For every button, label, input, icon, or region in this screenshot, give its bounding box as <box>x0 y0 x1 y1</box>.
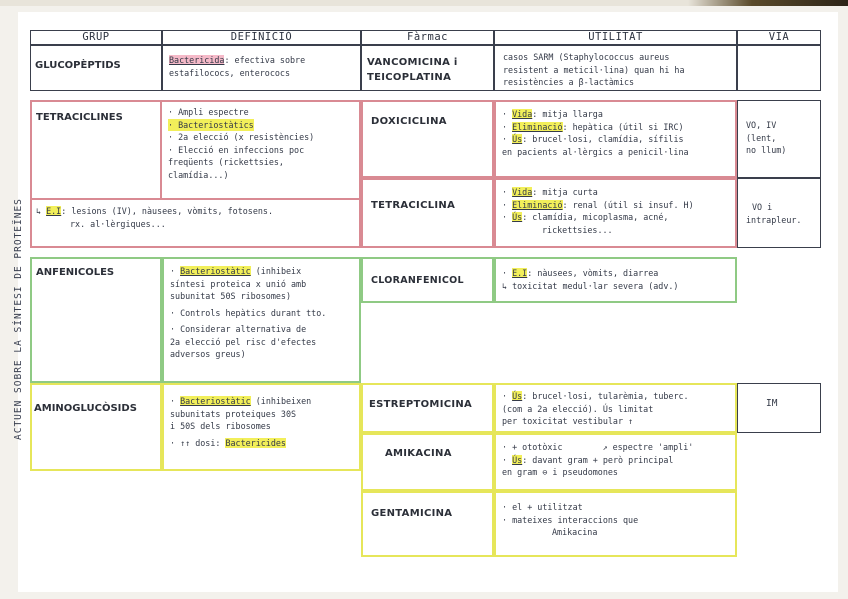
background-edge <box>0 0 848 6</box>
drug-name: CLORANFENICOL <box>371 275 464 286</box>
definition-text: clamídia...) <box>168 169 229 180</box>
tetraciclina-utility-cell: · Vida: mitja curta · Eliminació: renal (útil si insuf. H) · Ús: clamídia, micoplasma, acné, rickettsies... <box>494 178 737 248</box>
utility-text: resistent a meticil·lina) quan hi ha <box>503 64 685 75</box>
definition-text: subunitats proteiques 30S <box>170 408 297 419</box>
side-effects-text: : lesions (IV), nàusees, vòmits, fotosens. <box>61 206 274 216</box>
side-label: ACTUEN SOBRE LA SÍNTESI DE PROTEÏNES <box>13 198 24 440</box>
aminoglucosids-definition-cell: · Bacteriostàtic (inhibeixen subunitats proteiques 30S i 50S dels ribosomes · ↑↑ dosi: Bactericides <box>162 383 361 471</box>
definition-text: 2a elecció pel risc d'efectes <box>170 336 317 347</box>
utility-text: ↳ toxicitat medul·lar severa (adv.) <box>502 280 679 291</box>
utility-text: per toxicitat vestibular ↑ <box>502 416 634 426</box>
highlight-term: E.I <box>46 206 62 216</box>
tetraciclines-side-effects: ↳ E.I: lesions (IV), nàusees, vòmits, fotosens. rx. al·lèrgiques... <box>36 206 274 229</box>
utility-text: en pacients al·lèrgics a penicil·lina <box>502 146 689 157</box>
definition-text: · Elecció en infeccions poc <box>168 144 305 155</box>
estreptomicina-utility-cell: · Ús: brucel·losi, tularèmia, tuberc. (com a 2a elecció). Ús limitat per toxicitat vestibular ↑ <box>494 383 737 433</box>
highlight-term: Bacteriostàtic <box>180 396 251 406</box>
utility-text: en gram ⊖ i pseudomones <box>502 467 618 477</box>
glucopeptids-utility-cell <box>494 45 737 91</box>
drug-name: TEICOPLATINA <box>367 72 452 83</box>
header-grup: GRUP <box>30 30 162 45</box>
drug-name: ESTREPTOMICINA <box>369 399 473 410</box>
via-text: intrapleur. <box>746 214 802 225</box>
aminoglucosids-group-cell <box>30 383 162 471</box>
header-via: VIA <box>737 30 821 45</box>
utility-text: · + ototòxic <box>502 442 563 452</box>
drug-name: DOXICICLINA <box>371 116 447 127</box>
via-text: no llum) <box>746 145 787 155</box>
highlight-term: Eliminació <box>512 199 563 210</box>
utility-text: (com a 2a elecció). Ús limitat <box>502 403 654 414</box>
amfenicols-group-cell <box>30 257 162 383</box>
definition-text: (inhibeix <box>250 266 302 276</box>
doxiciclina-utility-cell: · Vida: mitja llarga · Eliminació: hepàtica (útil si IRC) · Ús: brucel·losi, clamídia, sífilis en pacients al·lèrgics a penicil·lina <box>494 100 737 178</box>
definition-text: síntesi proteica x unió amb <box>170 278 307 289</box>
highlight-term: Ús <box>512 391 523 401</box>
definition-text: i 50S dels ribosomes <box>170 421 271 431</box>
cloranfenicol-drug-cell <box>361 257 494 303</box>
definition-text: adversos greus) <box>170 349 246 359</box>
definition-text: · Ampli espectre <box>168 107 249 117</box>
glucopeptids-drug-cell <box>361 45 494 91</box>
tetraciclines-definition-cell <box>160 100 361 200</box>
utility-text: ↗ espectre 'ampli' <box>602 442 694 452</box>
header-definicio: DEFINICIÓ <box>162 30 361 45</box>
drug-name: AMIKACINA <box>385 448 452 459</box>
utility-text: resistències a β-lactàmics <box>503 77 635 87</box>
definition-text: · Bacteriostàtics <box>168 119 254 130</box>
via-text: VO i <box>752 202 773 212</box>
utility-text: : renal (útil si insuf. H) <box>562 199 694 210</box>
utility-text: : brucel·losi, clamídia, sífilis <box>522 134 684 144</box>
group-name: AMINOGLUCÒSIDS <box>34 403 137 414</box>
utility-text: : hepàtica (útil si IRC) <box>562 121 684 132</box>
definition-text: (inhibeixen <box>250 396 312 406</box>
definition-text: · 2a elecció (x resistències) <box>168 132 315 142</box>
highlight-term: Vida <box>512 187 533 197</box>
glucopeptids-group-cell <box>30 45 162 91</box>
glucopeptids-definition-cell <box>162 45 361 91</box>
utility-text: casos SARM (Staphylococcus aureus <box>503 52 670 62</box>
via-text: IM <box>766 398 778 409</box>
highlight-term: E.I <box>512 268 528 278</box>
header-farmac: Fàrmac <box>361 30 494 45</box>
utility-text: : davant gram + però principal <box>522 454 674 465</box>
group-name: GLUCOPÈPTIDS <box>35 60 121 71</box>
via-text: VO, IV <box>746 120 777 130</box>
definition-text: freqüents (rickettsies, <box>168 157 284 167</box>
group-name: ANFENICOLES <box>36 267 115 278</box>
tetraciclina-drug-cell <box>361 178 494 248</box>
highlight-term: Bactericida <box>169 55 225 65</box>
utility-text: rickettsies... <box>542 224 613 235</box>
utility-text: : clamídia, micoplasma, acné, <box>522 212 669 222</box>
utility-text: · mateixes interaccions que <box>502 514 639 525</box>
cloranfenicol-utility-cell: · E.I: nàusees, vòmits, diarrea ↳ toxicitat medul·lar severa (adv.) <box>494 257 737 303</box>
drug-name: VANCOMICINA i <box>367 57 458 68</box>
group-name: TETRACICLINES <box>36 112 123 123</box>
definition-text: · Controls hepàtics durant tto. <box>170 307 327 318</box>
definition-text: subunitat 50S ribosomes) <box>170 291 292 301</box>
gentamicina-drug-cell <box>361 491 494 557</box>
highlight-term: Bactericides <box>225 437 286 448</box>
highlight-term: Eliminació <box>512 121 563 132</box>
utility-text: : nàusees, vòmits, diarrea <box>527 268 659 278</box>
drug-name: GENTAMICINA <box>371 508 453 519</box>
utility-text: : mitja curta <box>532 187 598 197</box>
utility-text: Amikacina <box>552 527 598 537</box>
drug-name: TETRACICLINA <box>371 200 456 211</box>
aminoglucosids-via-cell <box>737 383 821 433</box>
utility-text: · el + utilitzat <box>502 502 583 512</box>
estreptomicina-drug-cell <box>361 383 494 433</box>
highlight-term: Ús <box>512 212 523 222</box>
highlight-term: Ús <box>512 454 523 465</box>
header-utilitat: UTILITAT <box>494 30 737 45</box>
highlight-term: Vida <box>512 109 533 119</box>
utility-text: : mitja llarga <box>532 109 603 119</box>
definition-text: · Considerar alternativa de <box>170 324 307 334</box>
highlight-term: Ús <box>512 134 523 144</box>
definition-text: : efectiva sobre <box>224 55 306 65</box>
doxiciclina-drug-cell <box>361 100 494 178</box>
highlight-term: Bacteriostàtic <box>180 266 251 276</box>
definition-text: estafilococs, enterococs <box>169 67 291 78</box>
side-effects-text: rx. al·lèrgiques... <box>70 218 166 229</box>
via-text: (lent, <box>746 132 777 143</box>
utility-text: : brucel·losi, tularèmia, tuberc. <box>522 391 689 401</box>
amikacina-utility-cell: · + ototòxic ↗ espectre 'ampli' · Ús: davant gram + però principal en gram ⊖ i pseudomones <box>494 433 737 491</box>
glucopeptids-via-cell <box>737 45 821 91</box>
definition-text: · ↑↑ dosi: <box>170 437 226 448</box>
tetraciclines-group-cell <box>30 100 162 200</box>
gentamicina-utility-cell <box>494 491 737 557</box>
amfenicols-definition-cell: · Bacteriostàtic (inhibeix síntesi proteica x unió amb subunitat 50S ribosomes) · Controls hepàtics durant tto. · Considerar alternativa de 2a elecció pel risc d'efectes adversos greus) <box>162 257 361 383</box>
amikacina-drug-cell <box>361 433 494 491</box>
doxiciclina-via-cell <box>737 100 821 178</box>
tetraciclina-via-cell <box>737 178 821 248</box>
